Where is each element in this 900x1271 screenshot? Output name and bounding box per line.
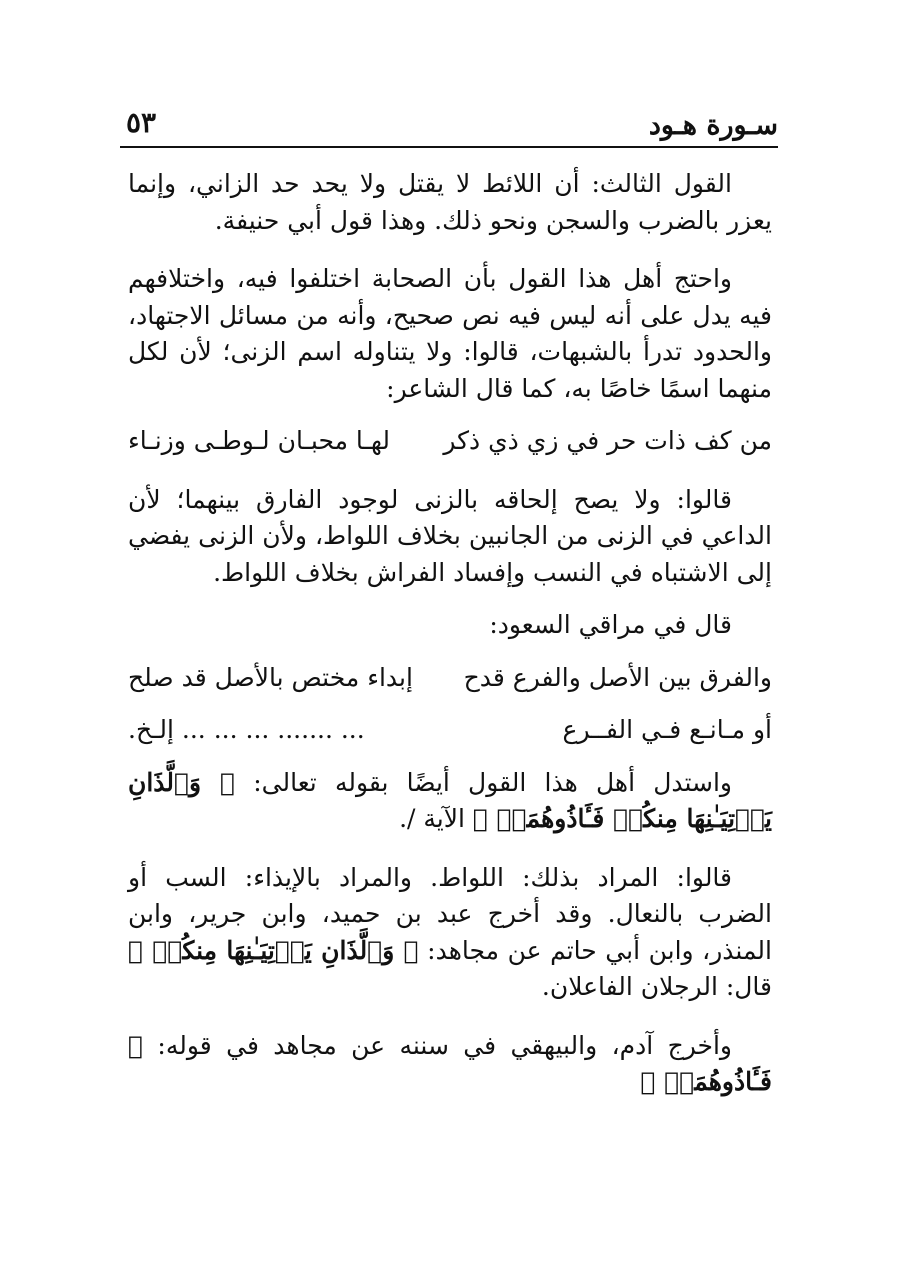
paragraph-bayhaqi-text: وأخرج آدم، والبيهقي في سننه عن مجاهد في قوله: <box>157 1030 732 1060</box>
paragraph-mujahid <box>128 860 772 1006</box>
maraqi-verse-1-first: والفرق بين الأصل والفرع قدح <box>463 662 772 692</box>
verse-second-hemistich: لهـا محبـان لـوطـى وزنـاء <box>128 426 391 455</box>
paragraph-mujahid-text: قالوا: المراد بذلك: اللواط. والمراد بالإيذاء: السب أو الضرب بالنعال. وقد أخرج عبد بن حميد، وابن جرير، وابن المنذر، وابن أبي حاتم عن مجاهد: <box>128 862 772 965</box>
quran-verse: ﴿ وَٱلَّذَانِ يَأۡتِيَـٰنِهَا مِنكُمۡ ﴾ <box>128 935 419 965</box>
maraqi-verse-2-first: أو مـانـع فـي الفــرع <box>562 715 772 744</box>
verse-first-hemistich: من كف ذات حر في زي ذي ذكر <box>443 426 772 455</box>
paragraph-quran-evidence-text: واستدل أهل هذا القول أيضًا بقوله تعالى: <box>253 767 732 797</box>
paragraph-difference: قالوا: ولا يصح إلحاقه بالزنى لوجود الفارق بينهما؛ لأن الداعي في الزنى من الجانبين بخلاف اللواط، ولأن الزنى يفضي إلى الاشتباه في النسب وإفساد الفراش بخلاف اللواط. <box>128 484 772 587</box>
header-divider <box>120 146 778 148</box>
maraqi-verse-2-second: ... ....... ... ... ... إلـخ. <box>128 715 365 744</box>
quran-verse: ﴿ فَـَٔاذُوهُمَاۖ ﴾ <box>128 1030 772 1096</box>
running-title: سـورة هـود <box>648 110 778 141</box>
page-number: ٥٣ <box>126 106 157 139</box>
maraqi-verse-1-second: إبداء مختص بالأصل قد صلح <box>128 662 413 692</box>
paragraph-argument: واحتج أهل هذا القول بأن الصحابة اختلفوا فيه، واختلافهم فيه يدل على أنه ليس فيه نص صحيح، وأنه من مسائل الاجتهاد، والحدود تدرأ بالشبهات، قالوا: ولا يتناوله اسم الزنى؛ لأن لكل منهما اسمًا خاصًا به، كما قال الشاعر: <box>128 264 772 403</box>
paragraph-mujahid-end: قال: الرجلان الفاعلان. <box>541 972 772 1001</box>
paragraph-quran-evidence-end: الآية /. <box>399 804 465 833</box>
body-text <box>128 166 772 1123</box>
paragraph-maraqi-intro: قال في مراقي السعود: <box>489 610 732 639</box>
page-header <box>120 104 778 144</box>
poetry-verse <box>128 423 772 460</box>
maraqi-verse-1 <box>128 660 772 697</box>
paragraph-quran-evidence <box>128 765 772 838</box>
quran-verse: ﴿ وَٱلَّذَانِ يَأۡتِيَـٰنِهَا مِنكُمۡ فَـَٔاذُوهُمَاۖ ﴾ <box>128 767 772 833</box>
paragraph-bayhaqi <box>128 1028 772 1101</box>
paragraph-third-opinion: القول الثالث: أن اللائط لا يقتل ولا يحد حد الزاني، وإنما يعزر بالضرب والسجن ونحو ذلك. وهذا قول أبي حنيفة. <box>128 169 772 235</box>
maraqi-verse-2 <box>128 712 772 749</box>
